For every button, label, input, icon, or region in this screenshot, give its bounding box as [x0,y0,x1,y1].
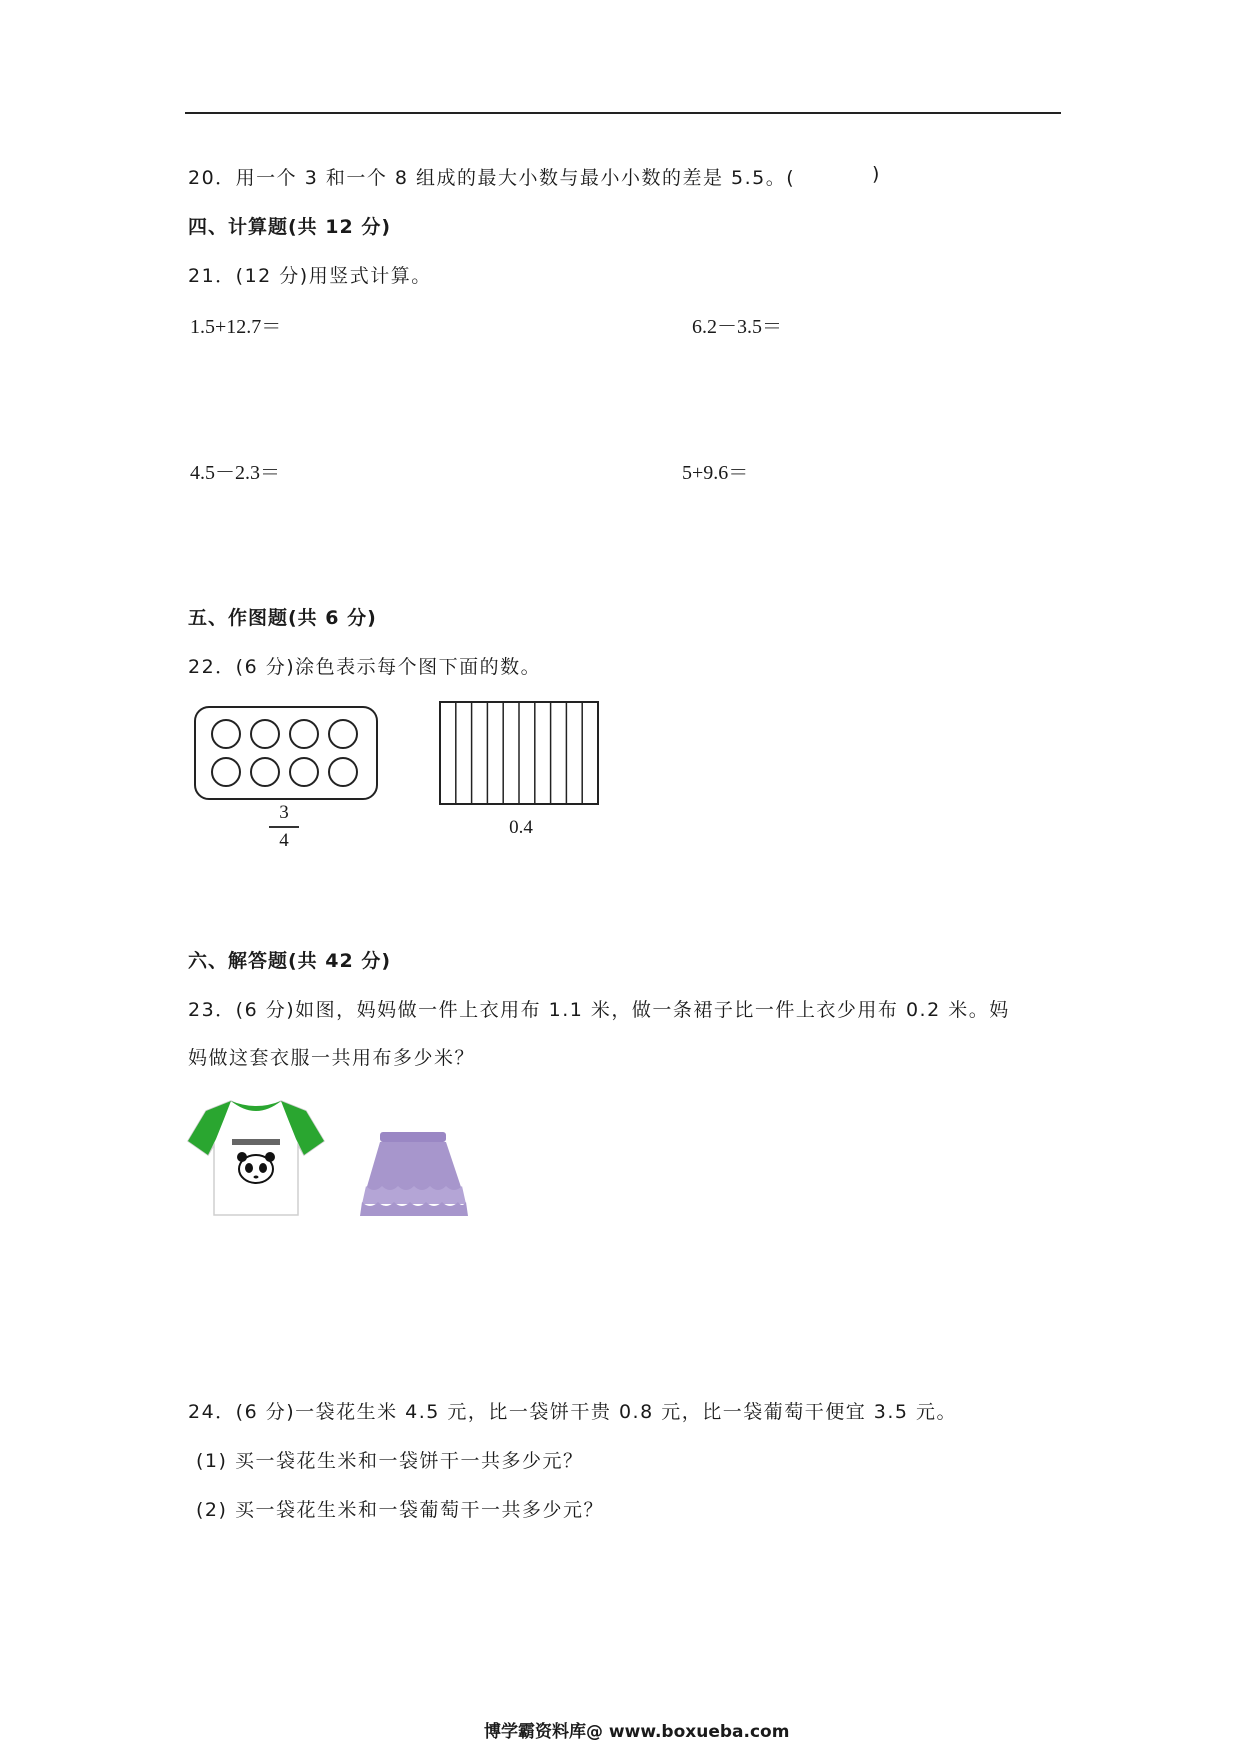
fraction-numerator: 3 [279,802,289,823]
question-22-text: 22．(6 分)涂色表示每个图下面的数。 [188,656,542,678]
question-23-line-1: 23．(6 分)如图，妈妈做一件上衣用布 1.1 米，做一条裙子比一件上衣少用布 0.2 米。妈 [188,999,1010,1021]
calc-item-3: 4.5－2.3＝ [190,462,280,484]
question-24-text: 24．(6 分)一袋花生米 4.5 元，比一袋饼干贵 0.8 元，比一袋葡萄干便宜 3.5 元。 [188,1401,958,1423]
circle-5[interactable] [212,758,240,786]
section-4-title: 四、计算题(共 12 分) [188,216,392,238]
question-20-blank-close[interactable] [872,163,881,185]
circle-4[interactable] [329,720,357,748]
question-20-text: 20．用一个 3 和一个 8 组成的最大小数与最小小数的差是 5.5。( [188,167,796,189]
section-5-title: 五、作图题(共 6 分) [188,607,377,629]
circle-7[interactable] [290,758,318,786]
question-20 [188,163,795,190]
fraction-label [269,802,299,852]
circles-figure[interactable] [193,705,379,801]
question-24-sub-2: (2) 买一袋花生米和一袋葡萄干一共多少元？ [196,1499,604,1521]
fraction-denominator: 4 [279,830,289,851]
header-rule [185,112,1061,114]
question-21-text: 21．(12 分)用竖式计算。 [188,265,432,287]
question-23-line-2: 妈做这套衣服一共用布多少米？ [188,1047,476,1069]
question-24-sub-1: (1) 买一袋花生米和一袋饼干一共多少元？ [196,1450,584,1472]
decimal-label: 0.4 [509,817,533,838]
calc-item-2: 6.2－3.5＝ [692,316,782,338]
circle-2[interactable] [251,720,279,748]
circle-3[interactable] [290,720,318,748]
section-6-title: 六、解答题(共 42 分) [188,950,392,972]
tshirt-image [186,1093,326,1219]
question-20-close-paren: ) [872,163,881,185]
circle-8[interactable] [329,758,357,786]
footer-watermark: 博学霸资料库@ www.boxueba.com [484,1722,790,1742]
circle-6[interactable] [251,758,279,786]
circle-1[interactable] [212,720,240,748]
calc-item-1: 1.5+12.7＝ [190,316,282,338]
calc-item-4: 5+9.6＝ [682,462,749,484]
fraction-bar [269,826,299,828]
skirt-image [358,1130,470,1220]
strips-figure[interactable] [438,700,600,806]
